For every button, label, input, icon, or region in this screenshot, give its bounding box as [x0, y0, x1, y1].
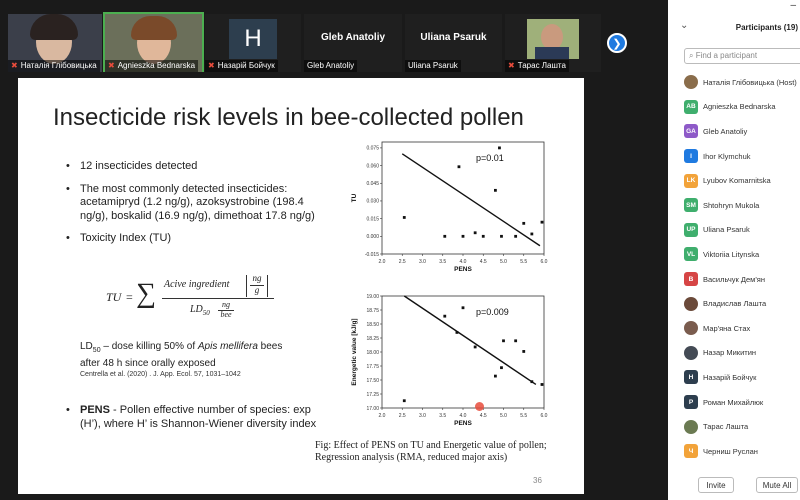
x-tick-label: 6.0	[540, 259, 548, 265]
data-point	[462, 235, 465, 238]
x-tick-label: 2.5	[398, 413, 406, 419]
y-tick-label: 18.00	[366, 349, 379, 356]
muted-mic-icon: ✖	[11, 61, 18, 70]
bullet-item: • The most commonly detected insecticides: acetamipryd (1.2 ng/g), azoksystrobine (198.4 ng/g), boskalid (16.9 ng/g), dimethoat 17.8 ng/g)	[66, 183, 326, 224]
minimize-icon[interactable]: –	[790, 0, 796, 11]
participant-name: Мар'яна Стах	[703, 323, 751, 333]
ld50-prefix: LD	[80, 341, 93, 352]
participant-row[interactable]	[684, 414, 800, 439]
data-point	[522, 222, 525, 225]
avatar	[684, 75, 698, 89]
tu-scatter-chart	[348, 136, 552, 282]
formula-fraction-bar	[162, 298, 274, 299]
participant-name: Назарій Бойчук	[703, 372, 757, 382]
participant-row[interactable]	[684, 267, 800, 292]
figure-caption: Fig: Effect of PENS on TU and Energetic value of pollen; Regression analysis (RMA, reduced major axis)	[315, 440, 547, 463]
tile-display-name: Uliana Psaruk	[420, 32, 487, 43]
energetic-scatter-chart	[348, 290, 552, 436]
avatar	[684, 420, 698, 434]
data-point	[482, 235, 485, 238]
p-value-label: p=0.009	[475, 307, 509, 318]
x-tick-label: 6.0	[540, 413, 548, 419]
participant-name: Черниш Руслан	[703, 446, 758, 456]
toxicity-formula	[106, 274, 306, 334]
x-tick-label: 3.5	[439, 413, 447, 419]
data-point	[403, 216, 406, 219]
reference: Centrella et al. (2020) . J. App. Ecol. 57, 1031–1042	[80, 371, 241, 378]
data-point	[456, 331, 459, 334]
participant-row[interactable]	[684, 439, 800, 464]
x-axis-label: PENS	[454, 420, 472, 427]
invite-button[interactable]: Invite	[698, 477, 734, 493]
y-tick-label: 0.060	[366, 163, 379, 170]
participants-panel	[668, 0, 800, 500]
formula-numerator: Acive ingredient	[164, 279, 230, 290]
y-axis-label: Energetic value [kJ/g]	[351, 318, 358, 386]
participant-name: Наталія Глібовицька (Host)	[703, 77, 797, 87]
participant-hair	[131, 16, 177, 40]
data-point	[500, 235, 503, 238]
participant-row[interactable]	[684, 193, 800, 218]
video-tile-1[interactable]	[8, 14, 102, 72]
participant-hair	[30, 14, 78, 40]
mute-all-button[interactable]: Mute All	[756, 477, 798, 493]
x-tick-label: 2.0	[378, 413, 386, 419]
x-tick-label: 3.0	[419, 259, 426, 265]
participant-list	[684, 70, 800, 464]
search-placeholder: Find a participant	[695, 51, 758, 60]
participant-name: Viktoriia Litynska	[703, 249, 760, 259]
ld50-text-b: bees after 48 h since orally exposed	[80, 341, 283, 369]
x-tick-label: 5.0	[500, 259, 507, 265]
data-point	[541, 221, 544, 224]
avatar: GA	[684, 124, 698, 138]
y-tick-label: 17.25	[366, 391, 379, 398]
participant-name: Тарас Лашта	[703, 422, 749, 432]
avatar: Ч	[684, 444, 698, 458]
x-axis-label: PENS	[454, 266, 472, 273]
formula-unit-top: ng	[252, 273, 262, 283]
avatar: AB	[684, 100, 698, 114]
participant-search-input[interactable]	[684, 48, 800, 64]
participant-name: Назар Микитин	[703, 348, 757, 358]
data-point	[458, 165, 461, 168]
participant-row[interactable]	[684, 144, 800, 169]
x-tick-label: 5.5	[520, 413, 528, 419]
y-tick-label: -0.015	[364, 251, 379, 258]
participant-row[interactable]	[684, 291, 800, 316]
data-point	[500, 366, 503, 369]
avatar: Р	[684, 395, 698, 409]
participant-row[interactable]	[684, 365, 800, 390]
y-tick-label: 19.00	[366, 293, 379, 300]
avatar	[684, 346, 698, 360]
participant-row[interactable]	[684, 242, 800, 267]
tile-name: Uliana Psaruk	[408, 61, 458, 70]
bullet-item: • Toxicity Index (TU)	[66, 232, 326, 246]
pens-text: - Pollen effective number of species: exp (H’), where H’ is Shannon-Wiener diversity index	[80, 404, 317, 430]
tile-name: Agnieszka Bednarska	[117, 61, 196, 70]
muted-mic-icon: ✖	[108, 61, 115, 70]
sigma-icon: ∑	[136, 278, 156, 309]
x-tick-label: 5.0	[500, 413, 507, 419]
video-strip	[0, 0, 668, 72]
video-tile-6[interactable]	[505, 14, 601, 72]
participant-shirt	[535, 47, 569, 59]
data-point	[474, 346, 477, 349]
x-tick-label: 4.5	[479, 259, 487, 265]
data-point	[530, 233, 533, 236]
data-point	[541, 383, 544, 386]
participant-row[interactable]	[684, 70, 800, 95]
page-number: 36	[533, 476, 542, 485]
y-tick-label: 17.75	[366, 363, 379, 370]
participant-row[interactable]	[684, 341, 800, 366]
participant-row[interactable]	[684, 95, 800, 120]
x-tick-label: 4.0	[459, 413, 467, 419]
participant-name: Agnieszka Bednarska	[703, 102, 776, 112]
y-tick-label: 18.50	[366, 321, 379, 328]
tile-name: Наталія Глібовицька	[20, 61, 97, 70]
video-tile-4[interactable]	[304, 14, 402, 72]
avatar: Н	[684, 370, 698, 384]
tile-name: Назарій Бойчук	[217, 61, 275, 70]
y-tick-label: 0.075	[366, 145, 379, 152]
next-page-icon[interactable]: ❯	[607, 33, 627, 53]
data-point	[514, 339, 517, 342]
x-tick-label: 4.5	[479, 413, 487, 419]
x-tick-label: 2.0	[378, 259, 386, 265]
data-point	[530, 380, 533, 383]
participant-row[interactable]	[684, 218, 800, 243]
presentation-slide	[18, 78, 584, 494]
participant-row[interactable]	[684, 316, 800, 341]
data-point	[494, 189, 497, 192]
bullet-list	[66, 160, 326, 246]
tile-name: Gleb Anatoliy	[307, 61, 355, 70]
chevron-down-icon[interactable]: ⌄	[680, 20, 689, 31]
data-point	[522, 350, 525, 353]
y-tick-label: 0.045	[366, 181, 379, 188]
data-point	[498, 146, 501, 149]
formula-den-unit-top: ng	[222, 300, 230, 309]
x-tick-label: 4.0	[459, 259, 467, 265]
muted-mic-icon: ✖	[508, 61, 515, 70]
avatar: UP	[684, 223, 698, 237]
data-point	[494, 375, 497, 378]
regression-line	[402, 154, 540, 246]
y-tick-label: 18.25	[366, 335, 379, 342]
pens-definition	[66, 404, 320, 431]
y-tick-label: 0.000	[366, 234, 379, 241]
y-tick-label: 17.00	[366, 405, 379, 412]
p-value-label: p=0.01	[475, 153, 504, 164]
participant-row[interactable]	[684, 168, 800, 193]
video-tile-3[interactable]	[205, 14, 301, 72]
muted-mic-icon: ✖	[208, 61, 215, 70]
x-tick-label: 2.5	[398, 259, 406, 265]
video-tile-2[interactable]	[105, 14, 202, 72]
laser-pointer-icon	[475, 402, 484, 411]
avatar	[684, 297, 698, 311]
participant-name: Владислав Лашта	[703, 299, 767, 309]
participant-name: Васильчук Дем'ян	[703, 274, 765, 284]
y-tick-label: 0.015	[366, 216, 379, 223]
formula-equals: =	[126, 290, 133, 304]
formula-ld: LD	[190, 304, 203, 315]
participant-name: Lyubov Komarnitska	[703, 176, 771, 186]
data-point	[403, 399, 406, 402]
avatar: SM	[684, 198, 698, 212]
search-icon: ⌕	[689, 51, 694, 60]
x-tick-label: 5.5	[520, 259, 528, 265]
slide-title: Insecticide risk levels in bee-collected pollen	[53, 104, 524, 131]
formula-ld-sub: 50	[202, 309, 210, 317]
x-tick-label: 3.5	[439, 259, 447, 265]
ld50-sub: 50	[92, 347, 101, 354]
participant-name: Ihor Klymchuk	[703, 151, 751, 161]
data-point	[462, 306, 465, 309]
participant-name: Роман Михайлюк	[703, 397, 764, 407]
data-point	[443, 235, 446, 238]
formula-den-unit-bottom: bee	[220, 310, 232, 319]
ld50-species: Apis mellifera	[197, 341, 258, 352]
data-point	[443, 315, 446, 318]
formula-unit-bottom: g	[254, 285, 260, 295]
avatar: LK	[684, 174, 698, 188]
participant-name: Gleb Anatoliy	[703, 126, 748, 136]
pens-term: PENS	[80, 404, 110, 416]
data-point	[502, 339, 505, 342]
data-point	[514, 235, 517, 238]
bullet-item: • 12 insecticides detected	[66, 160, 326, 174]
y-tick-label: 18.75	[366, 307, 379, 314]
formula-denominator	[190, 304, 210, 317]
tile-display-name: Gleb Anatoliy	[320, 32, 386, 43]
data-point	[474, 231, 477, 234]
tile-name: Тарас Лашта	[517, 61, 566, 70]
y-tick-label: 17.50	[366, 377, 379, 384]
y-tick-label: 0.030	[366, 198, 379, 205]
avatar: VL	[684, 247, 698, 261]
participant-row[interactable]	[684, 119, 800, 144]
ld50-definition	[80, 340, 300, 370]
participant-name: Uliana Psaruk	[703, 225, 750, 235]
y-axis-label: TU	[351, 193, 358, 203]
ld50-text-a: – dose killing 50% of	[100, 341, 198, 352]
avatar: H	[229, 19, 277, 59]
avatar: В	[684, 272, 698, 286]
formula-lhs: TU	[106, 290, 122, 304]
avatar	[684, 321, 698, 335]
avatar: I	[684, 149, 698, 163]
plot-frame	[382, 296, 544, 408]
x-tick-label: 3.0	[419, 413, 426, 419]
video-tile-5[interactable]	[405, 14, 502, 72]
participants-title: Participants (19)	[735, 23, 798, 32]
participant-name: Shtohryn Mukola	[703, 200, 760, 210]
participant-row[interactable]	[684, 390, 800, 415]
